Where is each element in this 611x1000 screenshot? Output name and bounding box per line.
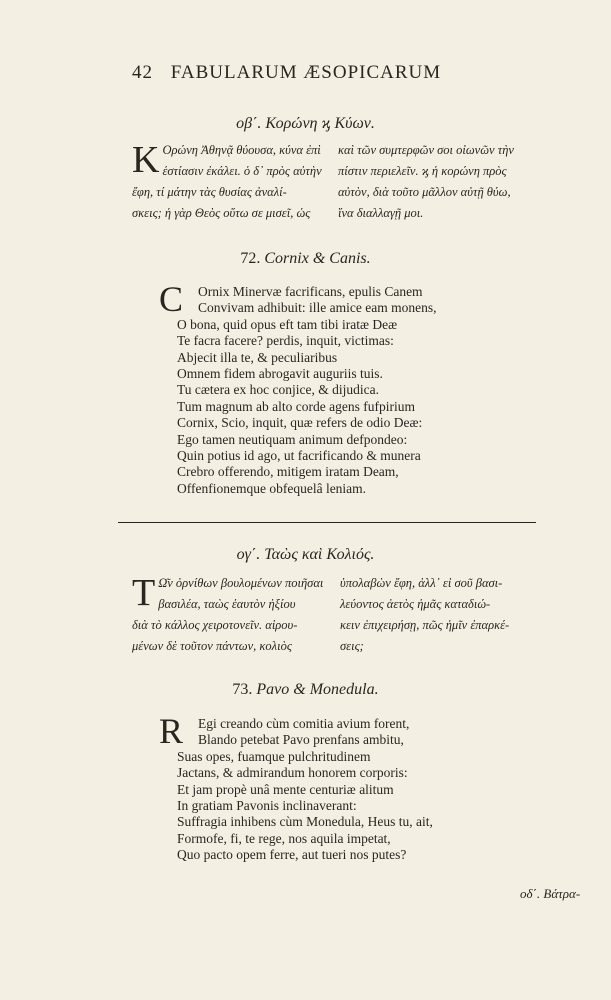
greek-dropcap: Κ <box>132 139 160 181</box>
greek-line: βασιλέα, ταὼς ἑαυτὸν ἠξίου <box>158 597 296 611</box>
verse-line: Quin potius id ago, ut facrificando & munera <box>177 448 421 464</box>
greek-text-right <box>340 573 509 657</box>
latin-fable-title <box>0 250 611 268</box>
greek-fable-title: οβ΄. Κορώνη ϗ Κύων. <box>236 115 375 132</box>
greek-line: ἑστίασιν ἐκάλει. ὁ δ᾽ πρὸς αὐτὴν <box>162 164 322 178</box>
greek-line: ὑπολαβὼν ἔφη, ἀλλ᾽ εἰ σοῦ βασι- <box>340 576 503 590</box>
greek-line: καὶ τῶν συμτερφῶν σοι οἰωνῶν τὴν <box>338 143 514 157</box>
running-header <box>132 62 532 84</box>
latin-fable-title <box>0 681 611 699</box>
fable-title-text: Pavo & Monedula. <box>256 681 379 698</box>
verse-line: Blando petebat Pavo prenfans ambitu, <box>198 732 404 748</box>
verse-line: Offenfionemque obfequelâ leniam. <box>177 480 367 496</box>
greek-line: πίστιν περιελεῖν. ϗ ἡ κορώνη πρὸς <box>338 164 507 178</box>
greek-line: σκεις; ἡ γὰρ Θεὸς οὕτω σε μισεῖ, ὡς <box>132 206 311 220</box>
greek-line: ἵνα διαλλαγῇ μοι. <box>338 206 424 220</box>
greek-line: ἔφη, τί μάτην τὰς θυσίας ἀναλί- <box>132 185 287 199</box>
verse-line: Formofe, fi, te rege, nos aquila impetat, <box>177 830 391 846</box>
verse-line: Crebro offerendo, mitigem iratam Deam, <box>177 464 399 480</box>
greek-text-left <box>132 573 323 657</box>
verse-line: Convivam adhibuit: ille amice eam monens, <box>198 300 437 316</box>
greek-fable-title: ογ΄. Ταὼς καὶ Κολιός. <box>236 546 375 563</box>
verse-line: O bona, quid opus eft tam tibi iratæ Deæ <box>177 316 398 332</box>
verse-line: Suffragia inhibens cùm Monedula, Heus tu, ait, <box>177 814 433 830</box>
verse-dropcap: C <box>159 279 184 319</box>
latin-verse <box>159 711 433 864</box>
fable-number: 72. <box>240 250 261 267</box>
verse-line: Quo pacto opem ferre, aut tueri nos putes? <box>177 847 407 863</box>
verse-line: Egi creando cùm comitia avium forent, <box>198 716 410 731</box>
verse-line: Te facra facere? perdis, inquit, victimas: <box>177 333 394 349</box>
page-number: 42 <box>132 62 153 83</box>
verse-line: Ornix Minervæ facrificans, epulis Canem <box>198 284 423 299</box>
catchword: οδ΄. Βάτρα- <box>520 886 581 901</box>
greek-dropcap: Τ <box>132 572 156 614</box>
verse-line: Suas opes, fuamque pulchritudinem <box>177 748 371 764</box>
verse-line: Jactans, & admirandum honorem corporis: <box>177 765 408 781</box>
fable-title-text: Cornix & Canis. <box>264 250 371 267</box>
verse-line: Omnem fidem abrogavit auguriis tuis. <box>177 366 383 382</box>
verse-line: Tu cætera ex hoc conjice, & dijudica. <box>177 382 379 398</box>
verse-line: Abjecit illa te, & peculiaribus <box>177 349 338 365</box>
greek-line: κειν ἐπιχειρήσῃ, πῶς ἡμῖν ἐπαρκέ- <box>340 618 510 632</box>
verse-line: Tum magnum ab alto corde agens fufpirium <box>177 398 415 414</box>
greek-line: αὐτὸν, διὰ τοῦτο μᾶλλον αὐτῇ θύω, <box>338 185 511 199</box>
greek-text-left <box>132 140 321 224</box>
verse-dropcap: R <box>159 711 184 751</box>
verse-line: Et jam propè unâ mente centuriæ alitum <box>177 781 394 797</box>
verse-line: Ego tamen neutiquam animum defpondeo: <box>177 431 408 447</box>
greek-line: λεύοντος ἀετὸς ἡμᾶς καταδιώ- <box>340 597 491 611</box>
greek-line: Ω͂ν ὀρνίθων βουλομένων ποιῆσαι <box>158 576 324 590</box>
greek-text-right <box>338 140 514 224</box>
greek-line: διὰ τὸ κάλλος χειροτονεῖν. αἱρου- <box>132 618 298 632</box>
section-divider <box>118 522 536 523</box>
running-title: FABULARUM ÆSOPICARUM <box>170 62 442 83</box>
greek-line: σεις; <box>340 639 364 653</box>
greek-line: Ορώνη Ἀθηνᾷ θύουσα, κύνα ἐπὶ <box>162 143 321 157</box>
verse-line: Cornix, Scio, inquit, quæ refers de odio Deæ: <box>177 415 423 431</box>
verse-line: In gratiam Pavonis inclinaverant: <box>177 798 357 814</box>
greek-line: μένων δὲ τοῦτον πάντων, κολιὸς <box>132 639 292 653</box>
fable-number: 73. <box>232 681 253 698</box>
latin-verse <box>159 279 437 497</box>
